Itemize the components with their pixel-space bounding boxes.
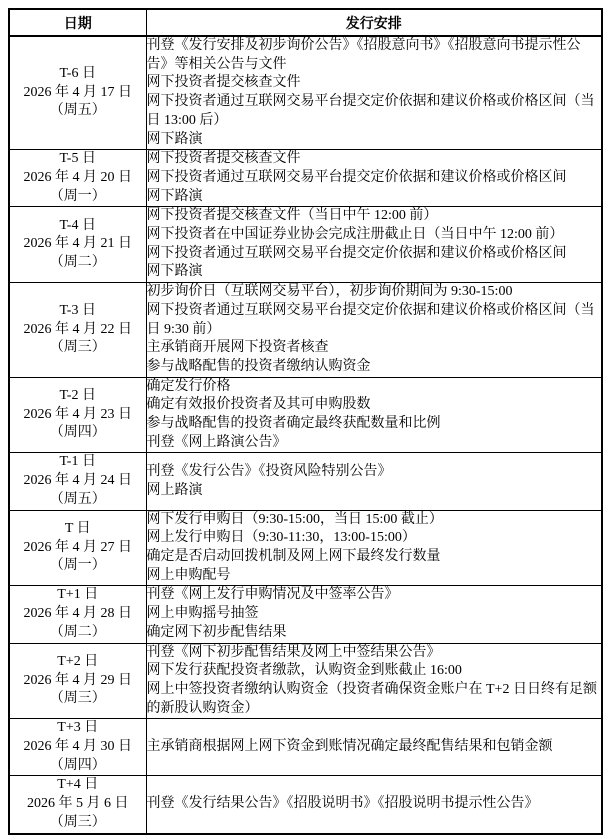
- weekday-label: （周四）: [49, 757, 106, 773]
- weekday-label: （周三）: [49, 691, 106, 707]
- date-cell: [9, 36, 146, 150]
- date-value: 2026 年 4 月 29 日: [23, 672, 132, 688]
- arrangement-cell: [146, 586, 602, 643]
- date-cell: [9, 643, 146, 719]
- arrangement-item: 网下发行获配投资者缴款，认购资金到账截止 16:00: [146, 663, 462, 679]
- table-row: [9, 283, 602, 378]
- table-row: [9, 150, 602, 207]
- table-row: [9, 776, 602, 834]
- date-cell: [9, 150, 146, 207]
- date-value: 2026 年 4 月 28 日: [23, 606, 132, 622]
- arrangement-item: 刊登《发行安排及初步询价公告》《招股意向书》《招股意向书提示性公告》等相关公告与文件: [146, 38, 581, 72]
- date-cell: [9, 453, 146, 510]
- t-day-label: T+2 日: [57, 653, 99, 669]
- t-day-label: T-1 日: [59, 454, 96, 470]
- table-row: [9, 643, 602, 719]
- date-cell: [9, 377, 146, 453]
- arrangement-item: 网上中签投资者缴纳认购资金（投资者确保资金账户在 T+2 日日终有足额的新股认购资金）: [146, 681, 597, 716]
- table-row: [9, 586, 602, 643]
- arrangement-item: 网上发行申购日（9:30-11:30，13:00-15:00）: [146, 530, 416, 546]
- arrangement-item: 刊登《网上路演公告》: [146, 434, 287, 450]
- t-day-label: T-5 日: [59, 151, 96, 167]
- date-cell: [9, 207, 146, 283]
- t-day-label: T 日: [64, 520, 91, 536]
- issuance-schedule-document: [8, 8, 603, 835]
- column-header-date: 日期: [9, 9, 146, 36]
- table-row: [9, 453, 602, 510]
- t-day-label: T+3 日: [57, 720, 99, 736]
- arrangement-cell: [146, 377, 602, 453]
- t-day-label: T+1 日: [57, 587, 99, 603]
- arrangement-item: 网下路演: [146, 264, 203, 280]
- arrangement-cell: [146, 643, 602, 719]
- arrangement-item: 主承销商根据网上网下资金到账情况确定最终配售结果和包销金额: [146, 739, 553, 755]
- weekday-label: （周五）: [49, 103, 106, 119]
- table-row: [9, 377, 602, 453]
- date-cell: [9, 586, 146, 643]
- date-value: 2026 年 4 月 20 日: [23, 169, 132, 185]
- t-day-label: T-3 日: [59, 302, 96, 318]
- arrangement-item: 网上申购摇号抽签: [146, 606, 259, 622]
- arrangement-item: 网下投资者提交核查文件: [146, 151, 301, 167]
- arrangement-item: 刊登《发行结果公告》《招股说明书》《招股说明书提示性公告》: [146, 796, 539, 812]
- t-day-label: T+4 日: [57, 777, 99, 793]
- arrangement-item: 网下投资者在中国证券业协会完成注册截止日（当日中午 12:00 前）: [146, 227, 564, 243]
- weekday-label: （周一）: [49, 188, 106, 204]
- weekday-label: （周二）: [49, 624, 106, 640]
- date-cell: [9, 776, 146, 834]
- date-value: 2026 年 4 月 23 日: [23, 406, 132, 422]
- header-row: [9, 9, 602, 36]
- arrangement-cell: [146, 719, 602, 776]
- arrangement-item: 刊登《发行公告》《投资风险特别公告》: [146, 463, 392, 479]
- weekday-label: （周一）: [49, 558, 106, 574]
- arrangement-item: 网下发行申购日（9:30-15:00，当日 15:00 截止）: [146, 511, 443, 527]
- arrangement-item: 初步询价日（互联网交易平台），初步询价期间为 9:30-15:00: [146, 284, 513, 300]
- table-header: [9, 9, 602, 36]
- table-body: [9, 36, 602, 834]
- date-value: 2026 年 4 月 30 日: [23, 739, 132, 755]
- table-row: [9, 719, 602, 776]
- date-value: 2026 年 4 月 21 日: [23, 236, 132, 252]
- arrangement-item: 主承销商开展网下投资者核查: [146, 340, 329, 356]
- date-value: 2026 年 4 月 17 日: [23, 84, 132, 100]
- arrangement-item: 确定网下初步配售结果: [146, 624, 287, 640]
- arrangement-cell: [146, 283, 602, 378]
- arrangement-item: 网下投资者提交核查文件（当日中午 12:00 前）: [146, 208, 438, 224]
- table-row: [9, 207, 602, 283]
- date-value: 2026 年 4 月 22 日: [23, 321, 132, 337]
- arrangement-item: 网下投资者通过互联网交易平台提交定价依据和建议价格或价格区间: [146, 169, 567, 185]
- arrangement-item: 网下投资者通过互联网交易平台提交定价依据和建议价格或价格区间: [146, 245, 567, 261]
- arrangement-cell: [146, 150, 602, 207]
- arrangement-item: 参与战略配售的投资者确定最终获配数量和比例: [146, 416, 441, 432]
- date-value: 2026 年 5 月 6 日: [27, 796, 129, 812]
- t-day-label: T-4 日: [59, 217, 96, 233]
- arrangement-item: 网下路演: [146, 131, 203, 147]
- date-cell: [9, 510, 146, 586]
- table-row: [9, 510, 602, 586]
- date-value: 2026 年 4 月 27 日: [23, 539, 132, 555]
- arrangement-cell: [146, 207, 602, 283]
- arrangement-item: 确定是否启动回拨机制及网上网下最终发行数量: [146, 548, 441, 564]
- arrangement-item: 网下路演: [146, 188, 203, 204]
- arrangement-item: 网下投资者通过互联网交易平台提交定价依据和建议价格或价格区间（当日 13:00 后）: [146, 94, 595, 128]
- date-cell: [9, 719, 146, 776]
- arrangement-item: 参与战略配售的投资者缴纳认购资金: [146, 358, 371, 374]
- arrangement-item: 网上申购配号: [146, 567, 231, 583]
- arrangement-item: 确定有效报价投资者及其可申购股数: [146, 397, 371, 413]
- weekday-label: （周三）: [49, 340, 106, 356]
- arrangement-item: 网上路演: [146, 482, 203, 498]
- arrangement-item: 确定发行价格: [146, 378, 231, 394]
- date-cell: [9, 283, 146, 378]
- column-header-arrangement: 发行安排: [146, 9, 602, 36]
- arrangement-cell: [146, 510, 602, 586]
- arrangement-cell: [146, 453, 602, 510]
- weekday-label: （周二）: [49, 255, 106, 271]
- arrangement-item: 刊登《网上发行申购情况及中签率公告》: [146, 587, 399, 603]
- arrangement-item: 网下投资者通过互联网交易平台提交定价依据和建议价格或价格区间（当日 9:30 前）: [146, 302, 595, 337]
- table-row: [9, 36, 602, 150]
- t-day-label: T-2 日: [59, 388, 96, 403]
- arrangement-item: 网下投资者提交核查文件: [146, 75, 301, 91]
- issuance-schedule-table: [8, 8, 603, 835]
- arrangement-cell: [146, 36, 602, 150]
- weekday-label: （周四）: [49, 425, 106, 441]
- t-day-label: T-6 日: [59, 66, 96, 82]
- weekday-label: （周五）: [49, 491, 106, 507]
- date-value: 2026 年 4 月 24 日: [23, 473, 132, 489]
- arrangement-cell: [146, 776, 602, 834]
- arrangement-item: 刊登《网下初步配售结果及网上中签结果公告》: [146, 644, 441, 660]
- weekday-label: （周三）: [49, 814, 106, 830]
